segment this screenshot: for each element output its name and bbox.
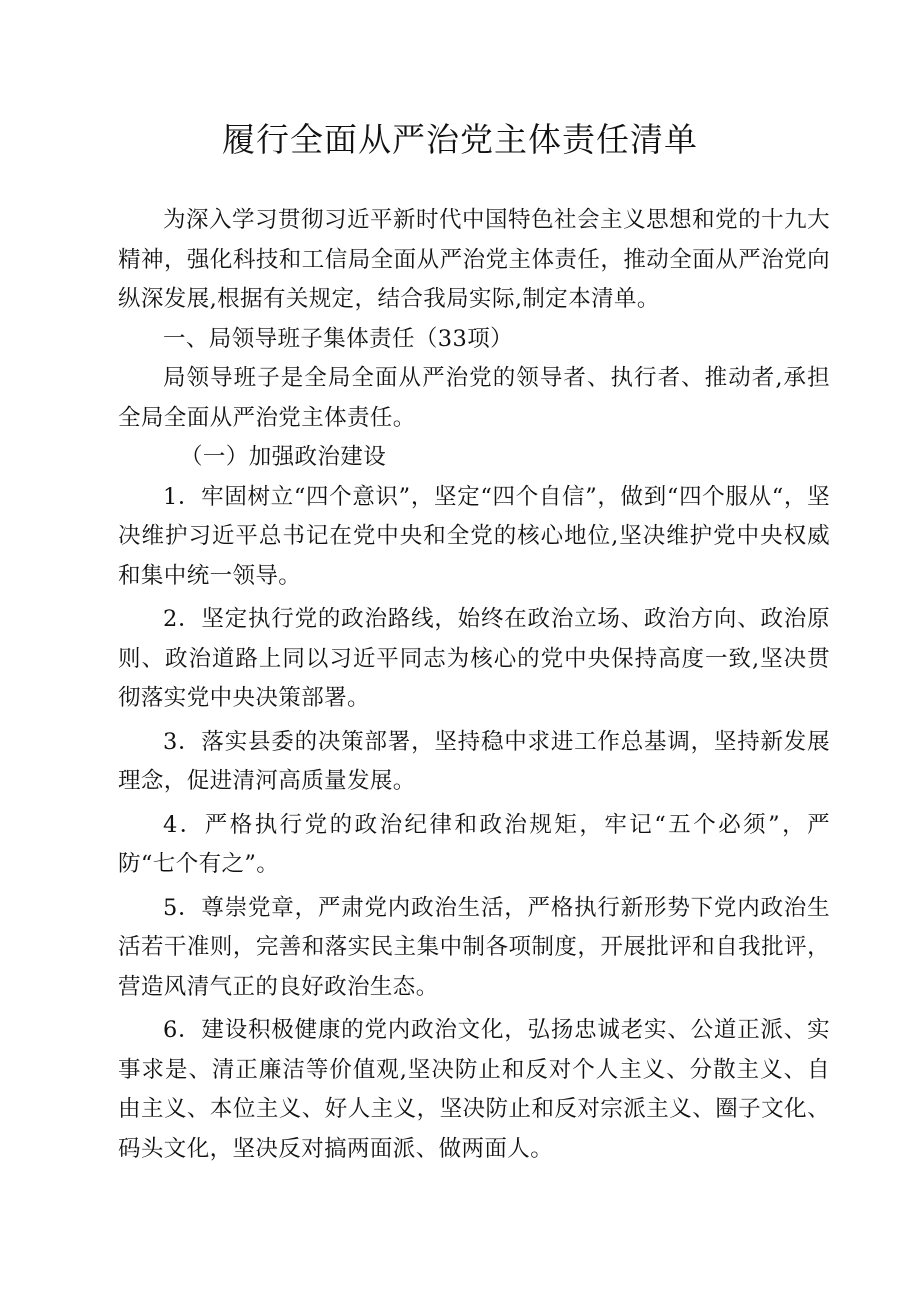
list-item: 2．坚定执行党的政治路线，始终在政治立场、政治方向、政治原则、政治道路上同以习近平同志为核心的党中央保持高度一致,坚决贯彻落实党中央决策部署。 — [118, 606, 830, 711]
document-title: 履行全面从严治党主体责任清单 — [222, 120, 698, 159]
intro-paragraph: 为深入学习贯彻习近平新时代中国特色社会主义思想和党的十九大精神，强化科技和工信局全面从严治党主体责任，推动全面从严治党向纵深发展,根据有关规定，结合我局实际,制定本清单。 — [118, 207, 830, 312]
list-item: 4．严格执行党的政治纪律和政治规矩，牢记“五个必须”，严防“七个有之”。 — [118, 811, 830, 877]
list-item: 6．建设积极健康的党内政治文化，弘扬忠诚老实、公道正派、实事求是、清正廉洁等价值观,坚决防止和反对个人主义、分散主义、自由主义、本位主义、好人主义，坚决防止和反对宗派主义、圈子文化、码头文化，坚决反对搞两面派、做两面人。 — [118, 1017, 830, 1162]
section-description: 局领导班子是全局全面从严治党的领导者、执行者、推动者,承担全局全面从严治党主体责任。 — [118, 365, 830, 431]
subsection-heading: （一）加强政治建设 — [180, 444, 387, 470]
section-heading: 一、局领导班子集体责任（33项） — [163, 325, 514, 352]
list-item: 1．牢固树立“四个意识”，坚定“四个自信”，做到“四个服从“，坚决维护习近平总书记在党中央和全党的核心地位,坚决维护党中央权威和集中统一领导。 — [118, 483, 830, 589]
list-item: 5．尊崇党章，严肃党内政治生活，严格执行新形势下党内政治生活若干准则，完善和落实民主集中制各项制度，开展批评和自我批评，营造风清气正的良好政治生态。 — [118, 894, 830, 1000]
document-body — [118, 201, 830, 1169]
list-item: 3．落实县委的决策部署，坚持稳中求进工作总基调，坚持新发展理念，促进清河高质量发展。 — [118, 728, 830, 794]
